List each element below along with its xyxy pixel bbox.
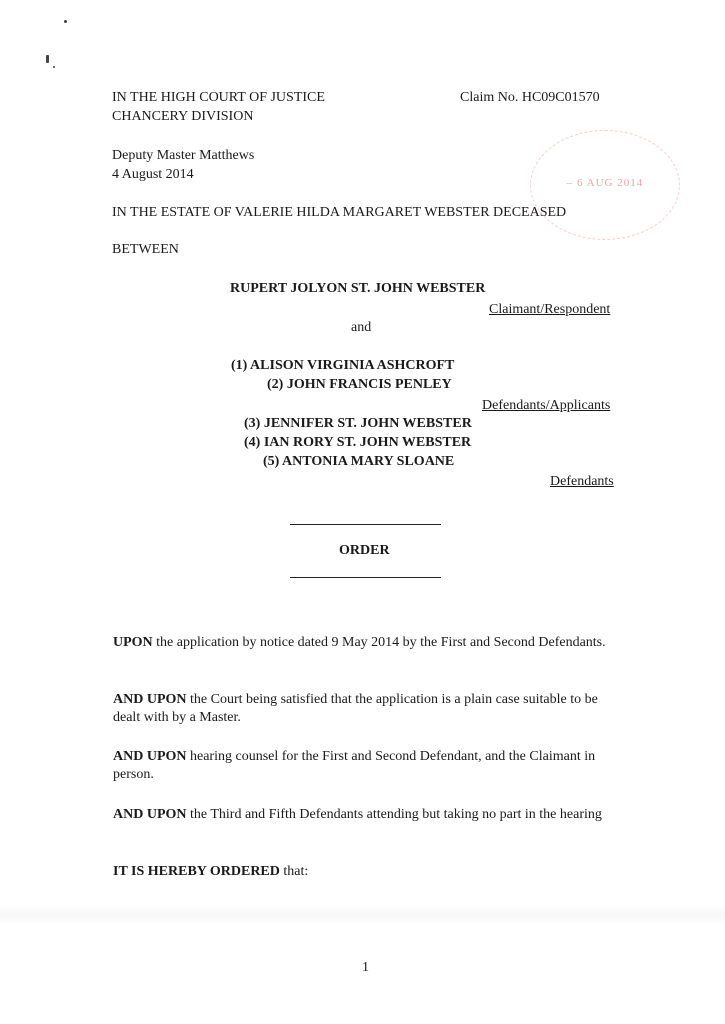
page-number: 1 — [362, 960, 369, 975]
recital-lead: AND UPON — [113, 807, 187, 822]
court-seal-stamp — [530, 130, 680, 240]
scan-speck — [46, 55, 49, 63]
ordered-text: that: — [279, 864, 309, 879]
recital-lead: AND UPON — [113, 692, 187, 707]
and-label: and — [351, 320, 372, 335]
judge-name: Deputy Master Matthews — [112, 148, 255, 163]
stamp-date: – 6 AUG 2014 — [566, 177, 644, 189]
recital-3 — [113, 748, 623, 784]
court-name: IN THE HIGH COURT OF JUSTICE — [112, 90, 325, 105]
scan-speck — [64, 20, 67, 23]
ordered-clause — [113, 863, 623, 881]
recital-1 — [113, 634, 623, 652]
defendant-2: (2) JOHN FRANCIS PENLEY — [267, 377, 452, 392]
estate-heading: IN THE ESTATE OF VALERIE HILDA MARGARET WEBSTER DECEASED — [112, 205, 567, 220]
claimant-role: Claimant/Respondent — [489, 302, 611, 317]
order-date: 4 August 2014 — [112, 167, 194, 182]
ordered-lead: IT IS HEREBY ORDERED — [113, 864, 280, 879]
defendant-4: (4) IAN RORY ST. JOHN WEBSTER — [244, 435, 472, 450]
recital-text: the Court being satisfied that the application is a plain case suitable to be dealt with by a Master. — [113, 692, 598, 725]
order-top-rule — [290, 524, 441, 525]
recital-4 — [113, 806, 623, 824]
order-title: ORDER — [339, 543, 390, 558]
scan-shadow — [0, 905, 725, 925]
defendant-1: (1) ALISON VIRGINIA ASHCROFT — [231, 358, 455, 373]
recital-text: the application by notice dated 9 May 2014 by the First and Second Defendants. — [152, 635, 606, 650]
claimant-name: RUPERT JOLYON ST. JOHN WEBSTER — [230, 281, 486, 296]
recital-lead: UPON — [113, 635, 153, 650]
defendant-3: (3) JENNIFER ST. JOHN WEBSTER — [244, 416, 472, 431]
defendants-role: Defendants — [550, 474, 614, 489]
recital-text: the Third and Fifth Defendants attending but taking no part in the hearing — [186, 807, 602, 822]
recital-2 — [113, 691, 623, 727]
defendant-5: (5) ANTONIA MARY SLOANE — [263, 454, 455, 469]
recital-text: hearing counsel for the First and Second Defendant, and the Claimant in person. — [113, 749, 596, 782]
order-bottom-rule — [290, 577, 441, 578]
applicants-role: Defendants/Applicants — [482, 398, 611, 413]
court-division: CHANCERY DIVISION — [112, 109, 254, 124]
scan-speck — [53, 66, 55, 68]
recital-lead: AND UPON — [113, 749, 187, 764]
between-label: BETWEEN — [112, 242, 179, 257]
claim-number: Claim No. HC09C01570 — [460, 90, 600, 105]
